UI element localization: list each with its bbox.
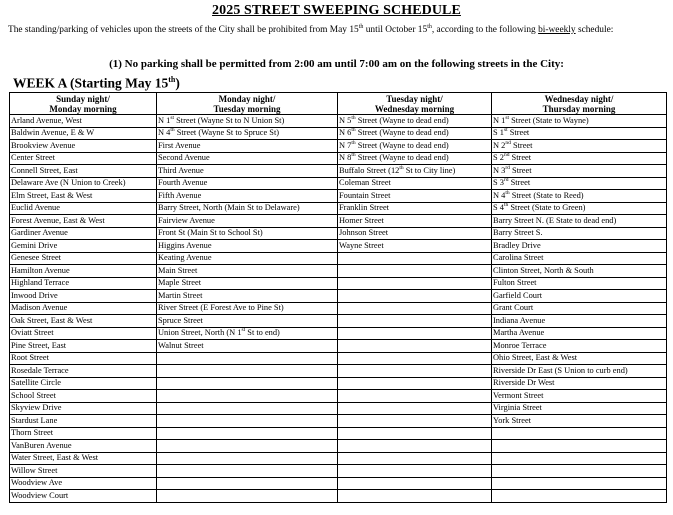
cell-sunday-night bbox=[10, 352, 157, 365]
cell-monday-night bbox=[157, 377, 338, 390]
street-name: Higgins Avenue bbox=[158, 240, 212, 250]
cell-wednesday-night bbox=[492, 340, 667, 353]
cell-tuesday-night bbox=[338, 490, 492, 503]
cell-wednesday-night bbox=[492, 440, 667, 453]
street-name: Forest Avenue, East & West bbox=[11, 215, 105, 225]
table-row bbox=[10, 340, 667, 353]
table-row bbox=[10, 215, 667, 228]
cell-tuesday-night bbox=[338, 252, 492, 265]
table-row bbox=[10, 477, 667, 490]
street-name: Brookview Avenue bbox=[11, 140, 76, 150]
cell-wednesday-night bbox=[492, 415, 667, 428]
cell-tuesday-night bbox=[338, 227, 492, 240]
cell-monday-night bbox=[157, 290, 338, 303]
cell-tuesday-night bbox=[338, 377, 492, 390]
cell-sunday-night bbox=[10, 115, 157, 128]
street-name: Connell Street, East bbox=[11, 165, 78, 175]
table-row bbox=[10, 465, 667, 478]
cell-sunday-night bbox=[10, 477, 157, 490]
cell-tuesday-night bbox=[338, 365, 492, 378]
cell-monday-night bbox=[157, 477, 338, 490]
street-name: Stardust Lane bbox=[11, 415, 58, 425]
street-name: Martin Street bbox=[158, 290, 203, 300]
cell-wednesday-night bbox=[492, 177, 667, 190]
intro-sup-2: th bbox=[427, 23, 432, 30]
cell-monday-night bbox=[157, 227, 338, 240]
street-name: Third Avenue bbox=[158, 165, 204, 175]
table-row bbox=[10, 202, 667, 215]
cell-monday-night bbox=[157, 340, 338, 353]
street-name: Skyview Drive bbox=[11, 403, 62, 413]
intro-text-1: The standing/parking of vehicles upon the streets of the City shall be prohibited from May 15 bbox=[8, 25, 359, 35]
table-row bbox=[10, 302, 667, 315]
street-name: S 2nd Street bbox=[493, 152, 532, 163]
street-name: Walnut Street bbox=[158, 340, 204, 350]
street-name: Rosedale Terrace bbox=[11, 365, 69, 375]
cell-sunday-night bbox=[10, 390, 157, 403]
street-name: Monroe Terrace bbox=[493, 340, 547, 350]
cell-wednesday-night bbox=[492, 140, 667, 153]
street-name: N 6th Street (Wayne to dead end) bbox=[339, 127, 449, 138]
street-name: Grant Court bbox=[493, 303, 534, 313]
street-name: First Avenue bbox=[158, 140, 201, 150]
table-row bbox=[10, 352, 667, 365]
cell-wednesday-night bbox=[492, 390, 667, 403]
cell-monday-night bbox=[157, 365, 338, 378]
cell-tuesday-night bbox=[338, 302, 492, 315]
street-name: S 3rd Street bbox=[493, 177, 531, 188]
cell-monday-night bbox=[157, 240, 338, 253]
intro-text-4: schedule: bbox=[575, 25, 614, 35]
cell-tuesday-night bbox=[338, 177, 492, 190]
cell-sunday-night bbox=[10, 240, 157, 253]
street-name: Spruce Street bbox=[158, 315, 203, 325]
cell-tuesday-night bbox=[338, 152, 492, 165]
cell-sunday-night bbox=[10, 490, 157, 503]
cell-monday-night bbox=[157, 315, 338, 328]
street-name: Fairview Avenue bbox=[158, 215, 215, 225]
cell-tuesday-night bbox=[338, 202, 492, 215]
cell-monday-night bbox=[157, 352, 338, 365]
street-name: Garfield Court bbox=[493, 290, 543, 300]
cell-monday-night bbox=[157, 490, 338, 503]
cell-tuesday-night bbox=[338, 390, 492, 403]
street-name: Fourth Avenue bbox=[158, 178, 208, 188]
street-name: Highland Terrace bbox=[11, 278, 70, 288]
table-row bbox=[10, 427, 667, 440]
parking-notice: (1) No parking shall be permitted from 2:00 am until 7:00 am on the following streets in the City: bbox=[109, 58, 564, 70]
street-name: Hamilton Avenue bbox=[11, 265, 70, 275]
cell-wednesday-night bbox=[492, 215, 667, 228]
intro-text-3: , according to the following bbox=[431, 25, 539, 35]
intro-underlined: bi-weekly bbox=[538, 25, 576, 35]
street-name: Satellite Circle bbox=[11, 378, 62, 388]
cell-sunday-night bbox=[10, 465, 157, 478]
cell-wednesday-night bbox=[492, 427, 667, 440]
street-name: Coleman Street bbox=[339, 178, 391, 188]
cell-tuesday-night bbox=[338, 452, 492, 465]
cell-wednesday-night bbox=[492, 377, 667, 390]
cell-tuesday-night bbox=[338, 352, 492, 365]
week-label: WEEK A (Starting May 15 bbox=[13, 75, 169, 91]
table-row bbox=[10, 190, 667, 203]
cell-tuesday-night bbox=[338, 277, 492, 290]
cell-sunday-night bbox=[10, 302, 157, 315]
cell-sunday-night bbox=[10, 440, 157, 453]
header-monday-night: Monday night/ Tuesday morning bbox=[157, 93, 338, 115]
cell-wednesday-night bbox=[492, 190, 667, 203]
cell-wednesday-night bbox=[492, 365, 667, 378]
intro-paragraph bbox=[8, 25, 663, 36]
header-tuesday-night: Tuesday night/ Wednesday morning bbox=[338, 93, 492, 115]
table-row bbox=[10, 390, 667, 403]
cell-sunday-night bbox=[10, 177, 157, 190]
cell-monday-night bbox=[157, 115, 338, 128]
cell-wednesday-night bbox=[492, 352, 667, 365]
street-name: Franklin Street bbox=[339, 203, 390, 213]
street-name: N 7th Street (Wayne to dead end) bbox=[339, 139, 449, 150]
street-name: N 1st Street (State to Wayne) bbox=[493, 114, 589, 125]
street-name: Vermont Street bbox=[493, 390, 544, 400]
street-name: Riverside Dr West bbox=[493, 378, 555, 388]
street-name: N 8th Street (Wayne to dead end) bbox=[339, 152, 449, 163]
table-row bbox=[10, 440, 667, 453]
cell-tuesday-night bbox=[338, 327, 492, 340]
street-name: Carolina Street bbox=[493, 253, 544, 263]
street-name: N 5th Street (Wayne to dead end) bbox=[339, 114, 449, 125]
cell-monday-night bbox=[157, 215, 338, 228]
cell-monday-night bbox=[157, 190, 338, 203]
schedule-body bbox=[10, 115, 667, 503]
cell-wednesday-night bbox=[492, 302, 667, 315]
cell-wednesday-night bbox=[492, 290, 667, 303]
table-row bbox=[10, 140, 667, 153]
street-name: Bradley Drive bbox=[493, 240, 541, 250]
street-name: N 1st Street (Wayne St to N Union St) bbox=[158, 114, 285, 125]
cell-wednesday-night bbox=[492, 465, 667, 478]
street-name: Barry Street S. bbox=[493, 228, 543, 238]
week-sup: th bbox=[168, 75, 176, 84]
cell-sunday-night bbox=[10, 190, 157, 203]
table-row bbox=[10, 402, 667, 415]
street-name: Baldwin Avenue, E & W bbox=[11, 128, 95, 138]
street-name: Woodview Ave bbox=[11, 478, 63, 488]
street-name: Inwood Drive bbox=[11, 290, 58, 300]
street-name: Willow Street bbox=[11, 465, 58, 475]
week-close: ) bbox=[175, 75, 180, 91]
street-name: Fifth Avenue bbox=[158, 190, 202, 200]
cell-tuesday-night bbox=[338, 215, 492, 228]
street-name: N 4th Street (Wayne St to Spruce St) bbox=[158, 127, 280, 138]
street-name: S 4th Street (State to Green) bbox=[493, 202, 586, 213]
cell-wednesday-night bbox=[492, 152, 667, 165]
cell-wednesday-night bbox=[492, 115, 667, 128]
street-name: Barry Street N. (E State to dead end) bbox=[493, 215, 617, 225]
table-row bbox=[10, 177, 667, 190]
cell-sunday-night bbox=[10, 140, 157, 153]
cell-tuesday-night bbox=[338, 440, 492, 453]
street-name: N 2nd Street bbox=[493, 139, 533, 150]
street-name: Main Street bbox=[158, 265, 198, 275]
street-name: Barry Street, North (Main St to Delaware) bbox=[158, 203, 300, 213]
cell-sunday-night bbox=[10, 202, 157, 215]
street-name: Johnson Street bbox=[339, 228, 389, 238]
cell-wednesday-night bbox=[492, 477, 667, 490]
street-name: Riverside Dr East (S Union to curb end) bbox=[493, 365, 628, 375]
cell-wednesday-night bbox=[492, 252, 667, 265]
street-name: N 3rd Street bbox=[493, 164, 532, 175]
cell-sunday-night bbox=[10, 127, 157, 140]
cell-sunday-night bbox=[10, 327, 157, 340]
cell-tuesday-night bbox=[338, 415, 492, 428]
cell-sunday-night bbox=[10, 402, 157, 415]
cell-wednesday-night bbox=[492, 202, 667, 215]
street-name: Fountain Street bbox=[339, 190, 391, 200]
cell-sunday-night bbox=[10, 452, 157, 465]
cell-monday-night bbox=[157, 427, 338, 440]
intro-sup-1: th bbox=[358, 23, 364, 30]
street-name: Virginia Street bbox=[493, 403, 542, 413]
table-row bbox=[10, 490, 667, 503]
cell-sunday-night bbox=[10, 265, 157, 278]
cell-wednesday-night bbox=[492, 327, 667, 340]
cell-tuesday-night bbox=[338, 290, 492, 303]
street-name: Indiana Avenue bbox=[493, 315, 546, 325]
cell-sunday-night bbox=[10, 252, 157, 265]
table-row bbox=[10, 377, 667, 390]
street-name: Center Street bbox=[11, 153, 55, 163]
street-name: VanBuren Avenue bbox=[11, 440, 72, 450]
street-name: Gardiner Avenue bbox=[11, 228, 68, 238]
street-name: Thorn Street bbox=[11, 428, 54, 438]
table-row bbox=[10, 115, 667, 128]
street-name: Fulton Street bbox=[493, 278, 537, 288]
street-name: Madison Avenue bbox=[11, 303, 68, 313]
street-name: Oak Street, East & West bbox=[11, 315, 93, 325]
cell-monday-night bbox=[157, 252, 338, 265]
cell-monday-night bbox=[157, 202, 338, 215]
table-row bbox=[10, 277, 667, 290]
cell-sunday-night bbox=[10, 152, 157, 165]
street-name: Gemini Drive bbox=[11, 240, 58, 250]
cell-monday-night bbox=[157, 327, 338, 340]
cell-wednesday-night bbox=[492, 452, 667, 465]
cell-monday-night bbox=[157, 415, 338, 428]
cell-monday-night bbox=[157, 302, 338, 315]
cell-wednesday-night bbox=[492, 277, 667, 290]
cell-wednesday-night bbox=[492, 127, 667, 140]
street-name: S 1st Street bbox=[493, 127, 530, 138]
cell-tuesday-night bbox=[338, 190, 492, 203]
cell-sunday-night bbox=[10, 215, 157, 228]
cell-wednesday-night bbox=[492, 402, 667, 415]
table-row bbox=[10, 415, 667, 428]
street-name: Clinton Street, North & South bbox=[493, 265, 594, 275]
street-name: Delaware Ave (N Union to Creek) bbox=[11, 178, 126, 188]
street-name: Wayne Street bbox=[339, 240, 384, 250]
street-name: Keating Avenue bbox=[158, 253, 212, 263]
cell-wednesday-night bbox=[492, 265, 667, 278]
street-name: River Street (E Forest Ave to Pine St) bbox=[158, 303, 284, 313]
cell-wednesday-night bbox=[492, 165, 667, 178]
street-name: N 4th Street (State to Reed) bbox=[493, 189, 584, 200]
header-sunday-night: Sunday night/ Monday morning bbox=[10, 93, 157, 115]
cell-monday-night bbox=[157, 265, 338, 278]
cell-sunday-night bbox=[10, 315, 157, 328]
table-row bbox=[10, 227, 667, 240]
street-name: Second Avenue bbox=[158, 153, 210, 163]
cell-monday-night bbox=[157, 390, 338, 403]
street-name: Elm Street, East & West bbox=[11, 190, 93, 200]
cell-tuesday-night bbox=[338, 402, 492, 415]
cell-sunday-night bbox=[10, 415, 157, 428]
cell-wednesday-night bbox=[492, 490, 667, 503]
intro-text-2: until October 15 bbox=[363, 25, 428, 35]
street-name: Homer Street bbox=[339, 215, 384, 225]
cell-tuesday-night bbox=[338, 240, 492, 253]
cell-tuesday-night bbox=[338, 340, 492, 353]
week-heading bbox=[13, 75, 180, 92]
street-name: Woodview Court bbox=[11, 490, 69, 500]
cell-tuesday-night bbox=[338, 465, 492, 478]
table-row bbox=[10, 452, 667, 465]
schedule-table bbox=[9, 92, 667, 503]
street-name: York Street bbox=[493, 415, 532, 425]
street-name: Ohio Street, East & West bbox=[493, 353, 578, 363]
table-row bbox=[10, 127, 667, 140]
table-row bbox=[10, 252, 667, 265]
cell-monday-night bbox=[157, 277, 338, 290]
table-row bbox=[10, 327, 667, 340]
table-row bbox=[10, 152, 667, 165]
table-row bbox=[10, 290, 667, 303]
table-row bbox=[10, 240, 667, 253]
street-name: Euclid Avenue bbox=[11, 203, 60, 213]
cell-tuesday-night bbox=[338, 477, 492, 490]
cell-sunday-night bbox=[10, 277, 157, 290]
cell-wednesday-night bbox=[492, 227, 667, 240]
cell-sunday-night bbox=[10, 365, 157, 378]
header-wednesday-night: Wednesday night/ Thursday morning bbox=[492, 93, 667, 115]
cell-monday-night bbox=[157, 140, 338, 153]
street-name: School Street bbox=[11, 390, 56, 400]
street-name: Pine Street, East bbox=[11, 340, 67, 350]
street-name: Maple Street bbox=[158, 278, 202, 288]
table-row bbox=[10, 365, 667, 378]
cell-sunday-night bbox=[10, 165, 157, 178]
street-name: Genesee Street bbox=[11, 253, 61, 263]
cell-tuesday-night bbox=[338, 165, 492, 178]
cell-tuesday-night bbox=[338, 265, 492, 278]
cell-monday-night bbox=[157, 402, 338, 415]
cell-monday-night bbox=[157, 465, 338, 478]
cell-monday-night bbox=[157, 127, 338, 140]
cell-tuesday-night bbox=[338, 427, 492, 440]
cell-monday-night bbox=[157, 165, 338, 178]
cell-sunday-night bbox=[10, 340, 157, 353]
street-name: Buffalo Street (12th St to City line) bbox=[339, 164, 456, 175]
street-name: Arland Avenue, West bbox=[11, 115, 82, 125]
cell-monday-night bbox=[157, 152, 338, 165]
cell-tuesday-night bbox=[338, 115, 492, 128]
cell-wednesday-night bbox=[492, 240, 667, 253]
cell-sunday-night bbox=[10, 227, 157, 240]
street-name: Front St (Main St to School St) bbox=[158, 228, 263, 238]
cell-wednesday-night bbox=[492, 315, 667, 328]
cell-tuesday-night bbox=[338, 315, 492, 328]
document-title: 2025 STREET SWEEPING SCHEDULE bbox=[212, 3, 461, 18]
cell-sunday-night bbox=[10, 427, 157, 440]
street-name: Root Street bbox=[11, 353, 49, 363]
street-name: Union Street, North (N 1st St to end) bbox=[158, 327, 280, 338]
cell-monday-night bbox=[157, 452, 338, 465]
street-name: Oviatt Street bbox=[11, 328, 54, 338]
cell-tuesday-night bbox=[338, 140, 492, 153]
street-name: Water Street, East & West bbox=[11, 453, 99, 463]
cell-monday-night bbox=[157, 440, 338, 453]
cell-monday-night bbox=[157, 177, 338, 190]
table-row bbox=[10, 265, 667, 278]
street-name: Martha Avenue bbox=[493, 328, 545, 338]
table-row bbox=[10, 315, 667, 328]
cell-sunday-night bbox=[10, 290, 157, 303]
table-header-row bbox=[10, 93, 667, 115]
cell-tuesday-night bbox=[338, 127, 492, 140]
table-row bbox=[10, 165, 667, 178]
cell-sunday-night bbox=[10, 377, 157, 390]
